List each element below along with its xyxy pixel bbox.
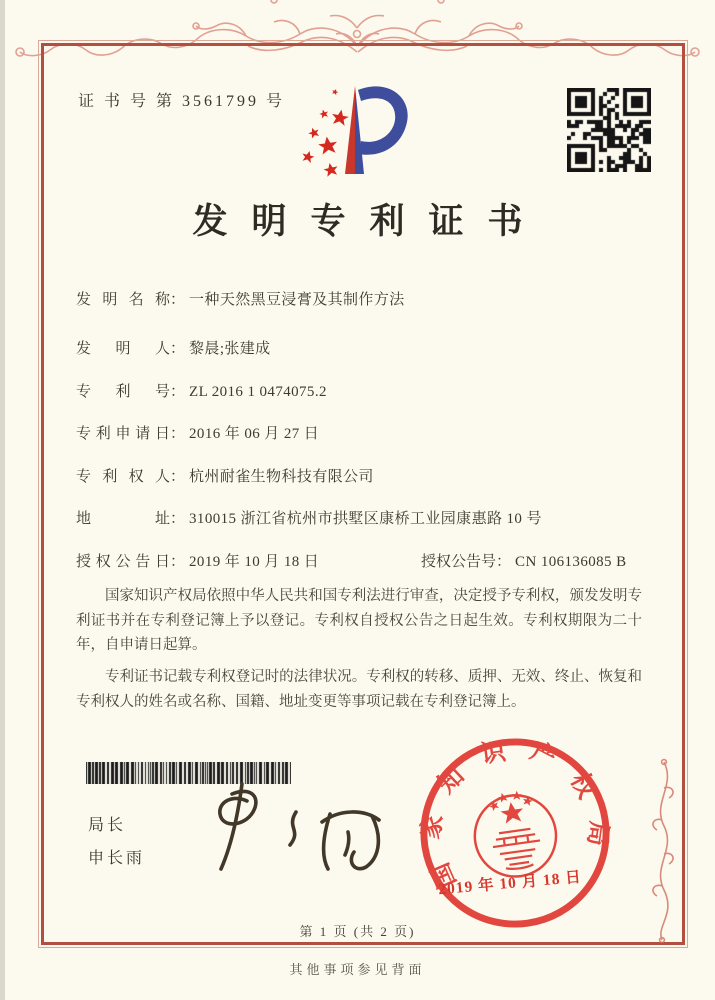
field-label: 专利申请日 xyxy=(76,426,170,442)
field-row-invention-name xyxy=(76,288,648,310)
signer-title: 局长 xyxy=(88,817,127,834)
field-value: 310015 浙江省杭州市拱墅区康桥工业园康惠路 10 号 xyxy=(189,511,542,527)
field-value: 一种天然黑豆浸膏及其制作方法 xyxy=(189,292,405,308)
field-label: 授权公告号 xyxy=(421,553,497,570)
legal-paragraph-1: 国家知识产权局依照中华人民共和国专利法进行审查，决定授予专利权，颁发发明专利证书并在专利登记簿上予以登记。专利权自授权公告之日起生效。专利权期限为二十年，自申请日起算。 xyxy=(76,588,642,654)
director-signature xyxy=(198,778,393,878)
back-note: 其他事项参见背面 xyxy=(289,962,426,977)
field-label: 授权公告日 xyxy=(76,553,170,570)
field-label: 专利号 xyxy=(76,383,170,400)
field-row-filing-date xyxy=(76,422,648,444)
field-value: 2016 年 06 月 27 日 xyxy=(189,426,320,442)
cnipa-logo xyxy=(295,76,415,188)
field-row-grant xyxy=(76,550,648,572)
seal-ring-text: 国家知识产权局 xyxy=(417,735,613,893)
field-colon: ： xyxy=(170,341,186,357)
official-seal xyxy=(403,721,627,945)
field-colon: ： xyxy=(170,383,186,400)
right-vine-ornament xyxy=(646,758,682,944)
qr-code xyxy=(567,88,651,172)
field-label: 地址 xyxy=(76,511,170,527)
field-row-address xyxy=(76,507,648,529)
field-colon: ： xyxy=(170,426,186,442)
legal-text xyxy=(76,584,642,721)
field-colon: ： xyxy=(170,292,186,308)
seal-date: 2019 年 10 月 18 日 xyxy=(437,868,583,899)
certificate-number: 证 书 号 第 3561799 号 xyxy=(78,93,286,110)
page-number: 第 1 页 (共 2 页) xyxy=(299,924,416,939)
field-colon: ： xyxy=(170,511,186,527)
certificate-title: 发明专利证书 xyxy=(192,202,547,241)
legal-paragraph-2: 专利证书记载专利权登记时的法律状况。专利权的转移、质押、无效、终止、恢复和专利权人的姓名或名称、国籍、地址变更等事项记载在专利登记簿上。 xyxy=(76,668,642,710)
scan-edge-artifact xyxy=(0,0,5,1000)
field-row-patent-number xyxy=(76,380,648,402)
field-list xyxy=(76,288,648,592)
field-value: ZL 2016 1 0474075.2 xyxy=(189,383,327,400)
signer-name: 申长雨 xyxy=(88,850,146,867)
field-value: 杭州耐雀生物科技有限公司 xyxy=(189,468,374,485)
field-colon: ： xyxy=(496,553,512,570)
field-row-inventor xyxy=(76,337,648,359)
field-label: 发明名称 xyxy=(76,292,170,308)
field-label: 专利权人 xyxy=(76,468,170,485)
field-value: 黎晨;张建成 xyxy=(189,341,271,357)
seal-emblem-gate xyxy=(491,828,543,872)
field-colon: ： xyxy=(170,468,186,485)
field-value: 2019 年 10 月 18 日 xyxy=(189,553,320,570)
field-row-patentee xyxy=(76,465,648,487)
field-colon: ： xyxy=(170,553,186,570)
field-value: CN 106136085 B xyxy=(515,553,627,570)
field-label: 发明人 xyxy=(76,341,170,357)
